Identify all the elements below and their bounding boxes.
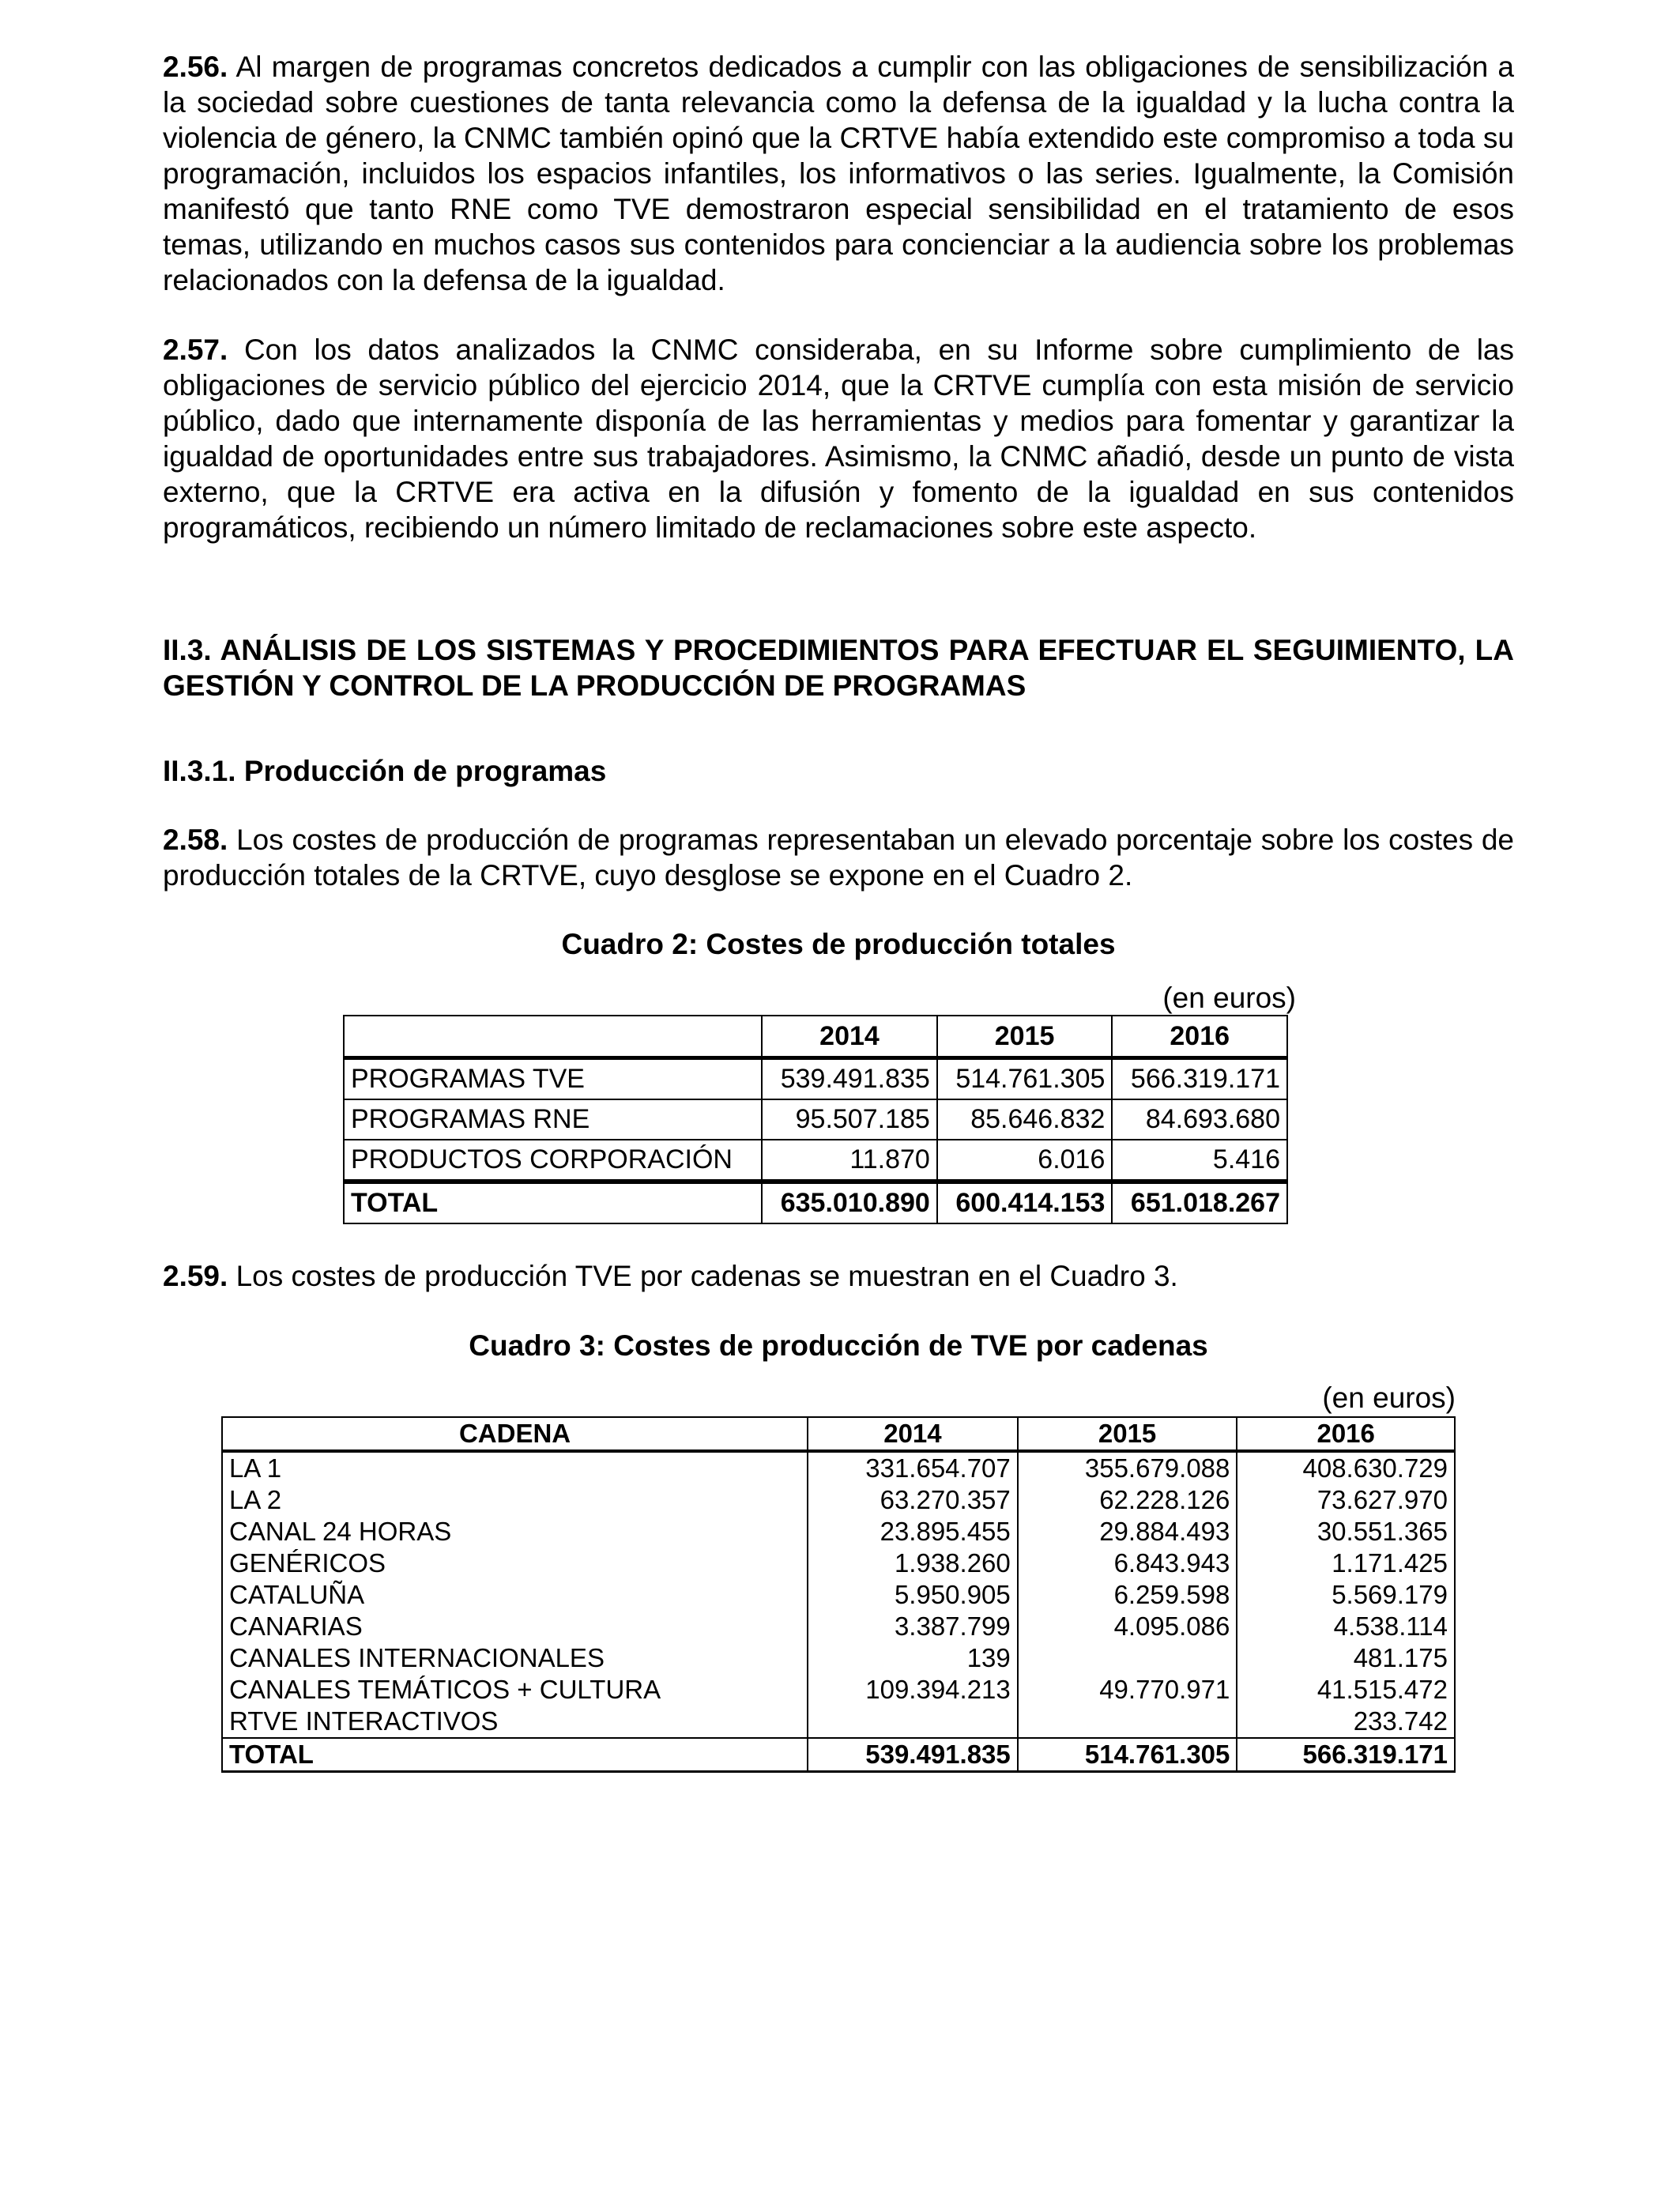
cell-value: 84.693.680 (1112, 1099, 1287, 1140)
paragraph-2-59 (163, 1258, 1514, 1294)
cell-value: 1.938.260 (808, 1547, 1018, 1579)
paragraph-number: 2.58. (163, 824, 228, 856)
paragraph-number: 2.57. (163, 334, 228, 366)
column-header: 2015 (1018, 1417, 1237, 1451)
cell-value: 600.414.153 (937, 1182, 1113, 1223)
cell-value: 63.270.357 (808, 1484, 1018, 1516)
paragraph-number: 2.56. (163, 51, 228, 83)
column-header: 2016 (1112, 1016, 1287, 1058)
cuadro2-unit (343, 980, 1296, 1016)
cuadro2-caption (163, 926, 1514, 962)
row-label: CANAL 24 HORAS (222, 1516, 808, 1547)
paragraph-2-57 (163, 332, 1514, 545)
row-label: RTVE INTERACTIVOS (222, 1706, 808, 1738)
row-label: GENÉRICOS (222, 1547, 808, 1579)
row-label: CANALES INTERNACIONALES (222, 1642, 808, 1674)
table-header-row (222, 1417, 1455, 1451)
column-header (344, 1016, 762, 1058)
table-total-row (344, 1182, 1287, 1223)
paragraph-text: Los costes de producción TVE por cadenas se muestran en el Cuadro 3. (235, 1260, 1178, 1292)
cuadro3-table (221, 1416, 1456, 1773)
table-row (222, 1579, 1455, 1611)
cell-value: 566.319.171 (1237, 1738, 1455, 1772)
column-header: 2014 (762, 1016, 937, 1058)
table-row (222, 1642, 1455, 1674)
table-header-row (344, 1016, 1287, 1058)
cell-value: 331.654.707 (808, 1451, 1018, 1484)
row-label: TOTAL (222, 1738, 808, 1772)
table-caption: Cuadro 2: Costes de producción totales (561, 928, 1116, 960)
row-label: CANARIAS (222, 1611, 808, 1642)
table-row (344, 1140, 1287, 1182)
cell-value: 6.259.598 (1018, 1579, 1237, 1611)
cell-value: 539.491.835 (808, 1738, 1018, 1772)
cell-value: 139 (808, 1642, 1018, 1674)
cell-value: 539.491.835 (762, 1058, 937, 1100)
cell-value: 109.394.213 (808, 1674, 1018, 1706)
row-label: LA 1 (222, 1451, 808, 1484)
cuadro3-caption (163, 1328, 1514, 1363)
cell-value: 41.515.472 (1237, 1674, 1455, 1706)
cell-value: 6.843.943 (1018, 1547, 1237, 1579)
cell-value: 11.870 (762, 1140, 937, 1182)
column-header: 2015 (937, 1016, 1113, 1058)
paragraph-number: 2.59. (163, 1260, 228, 1292)
paragraph-2-56 (163, 49, 1514, 298)
cell-value: 5.569.179 (1237, 1579, 1455, 1611)
table-row (344, 1058, 1287, 1100)
cell-value: 4.538.114 (1237, 1611, 1455, 1642)
table-total-row (222, 1738, 1455, 1772)
table-row (222, 1547, 1455, 1579)
column-header: 2014 (808, 1417, 1018, 1451)
table-caption: Cuadro 3: Costes de producción de TVE por cadenas (469, 1329, 1208, 1362)
table-row (222, 1706, 1455, 1738)
cell-value: 5.416 (1112, 1140, 1287, 1182)
table-row (222, 1484, 1455, 1516)
row-label: CANALES TEMÁTICOS + CULTURA (222, 1674, 808, 1706)
cuadro3-unit (221, 1380, 1456, 1416)
table-unit: (en euros) (1162, 982, 1296, 1014)
table-row (344, 1099, 1287, 1140)
row-label: LA 2 (222, 1484, 808, 1516)
cell-value: 23.895.455 (808, 1516, 1018, 1547)
paragraph-text: Con los datos analizados la CNMC consideraba, en su Informe sobre cumplimiento de las obligaciones de servicio público del ejercicio 2014, que la CRTVE cumplía con esta misión de servicio público, dado que internamente disponía de las herramientas y medios para fomentar y garantizar la igualdad de oportunidades entre sus trabajadores. Asimismo, la CNMC añadió, desde un punto de vista externo, que la CRTVE era activa en la difusión y fomento de la igualdad en sus contenidos programáticos, recibiendo un número limitado de reclamaciones sobre este aspecto. (163, 334, 1514, 544)
cell-value: 95.507.185 (762, 1099, 937, 1140)
subsection-heading-text: II.3.1. Producción de programas (163, 755, 607, 787)
cell-value: 30.551.365 (1237, 1516, 1455, 1547)
row-label: PROGRAMAS TVE (344, 1058, 762, 1100)
cell-value: 481.175 (1237, 1642, 1455, 1674)
cell-value (808, 1706, 1018, 1738)
cell-value: 408.630.729 (1237, 1451, 1455, 1484)
row-label: PRODUCTOS CORPORACIÓN (344, 1140, 762, 1182)
cell-value: 514.761.305 (937, 1058, 1113, 1100)
cell-value: 1.171.425 (1237, 1547, 1455, 1579)
cell-value: 566.319.171 (1112, 1058, 1287, 1100)
cell-value: 62.228.126 (1018, 1484, 1237, 1516)
paragraph-text: Los costes de producción de programas representaban un elevado porcentaje sobre los costes de producción totales de la CRTVE, cuyo desglose se expone en el Cuadro 2. (163, 824, 1515, 892)
cell-value: 4.095.086 (1018, 1611, 1237, 1642)
table-row (222, 1451, 1455, 1484)
row-label: PROGRAMAS RNE (344, 1099, 762, 1140)
column-header: CADENA (222, 1417, 808, 1451)
cell-value: 635.010.890 (762, 1182, 937, 1223)
subsection-heading (163, 753, 1514, 789)
cell-value (1018, 1706, 1237, 1738)
cell-value: 233.742 (1237, 1706, 1455, 1738)
section-heading (163, 632, 1514, 703)
cell-value: 73.627.970 (1237, 1484, 1455, 1516)
paragraph-text: Al margen de programas concretos dedicados a cumplir con las obligaciones de sensibilización a la sociedad sobre cuestiones de tanta relevancia como la defensa de la igualdad y la lucha contra la violencia de género, la CNMC también opinó que la CRTVE había extendido este compromiso a toda su programación, incluidos los espacios infantiles, los informativos o las series. Igualmente, la Comisión manifestó que tanto RNE como TVE demostraron especial sensibilidad en el tratamiento de esos temas, utilizando en muchos casos sus contenidos para concienciar a la audiencia sobre los problemas relacionados con la defensa de la igualdad. (163, 51, 1514, 296)
cell-value: 651.018.267 (1112, 1182, 1287, 1223)
column-header: 2016 (1237, 1417, 1455, 1451)
cell-value: 29.884.493 (1018, 1516, 1237, 1547)
cell-value: 3.387.799 (808, 1611, 1018, 1642)
cell-value: 514.761.305 (1018, 1738, 1237, 1772)
paragraph-2-58 (163, 822, 1514, 893)
section-heading-text: II.3. ANÁLISIS DE LOS SISTEMAS Y PROCEDIMIENTOS PARA EFECTUAR EL SEGUIMIENTO, LA GESTIÓN Y CONTROL DE LA PRODUCCIÓN DE PROGRAMAS (163, 634, 1514, 702)
cell-value: 5.950.905 (808, 1579, 1018, 1611)
table-row (222, 1674, 1455, 1706)
cell-value: 355.679.088 (1018, 1451, 1237, 1484)
cuadro2-table (343, 1015, 1288, 1224)
cell-value: 85.646.832 (937, 1099, 1113, 1140)
table-row (222, 1516, 1455, 1547)
row-label: TOTAL (344, 1182, 762, 1223)
cell-value (1018, 1642, 1237, 1674)
table-row (222, 1611, 1455, 1642)
table-unit: (en euros) (1322, 1382, 1456, 1414)
row-label: CATALUÑA (222, 1579, 808, 1611)
cell-value: 6.016 (937, 1140, 1113, 1182)
cell-value: 49.770.971 (1018, 1674, 1237, 1706)
